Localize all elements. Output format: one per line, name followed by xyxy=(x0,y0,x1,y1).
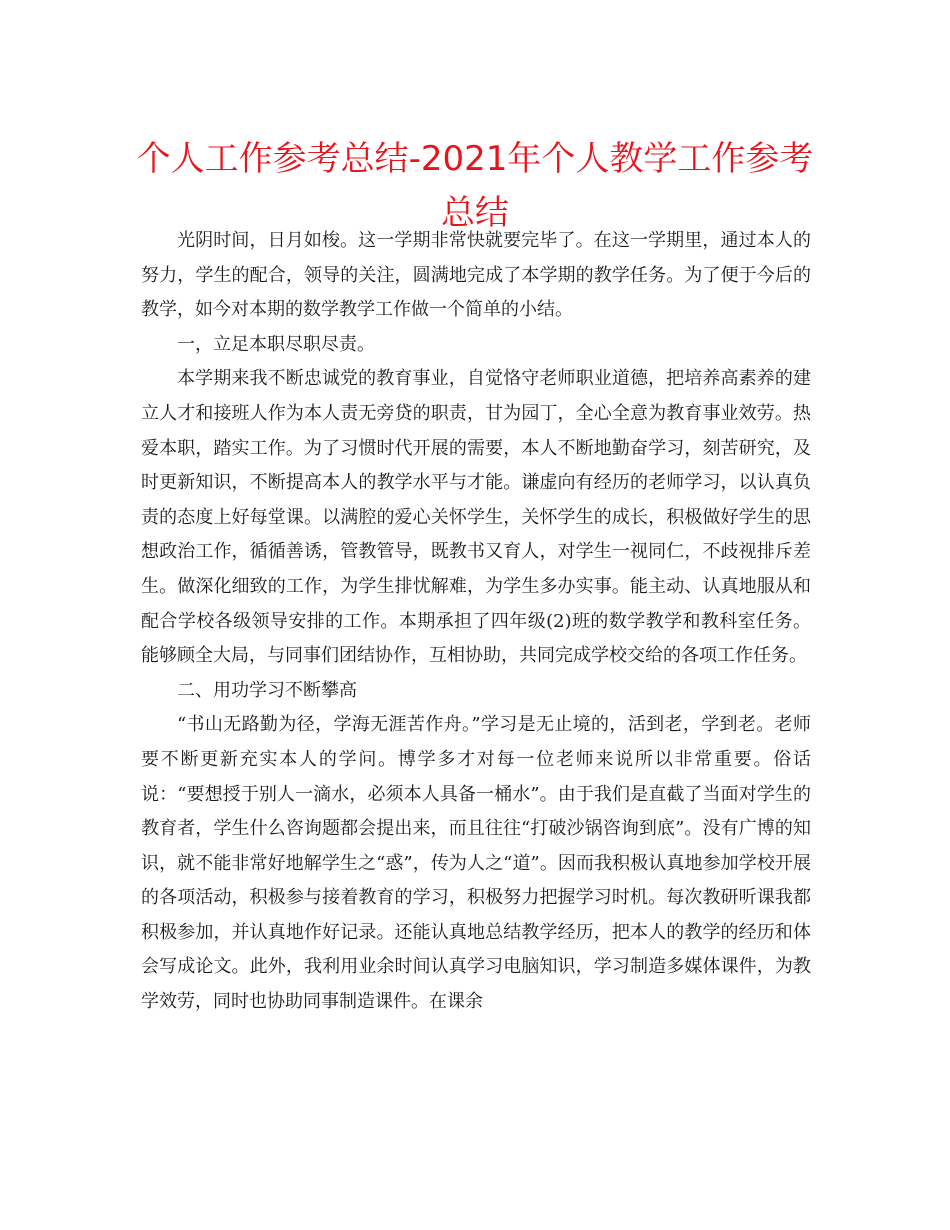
paragraph-section-1: 本学期来我不断忠诚党的教育事业，自觉恪守老师职业道德，把培养高素养的建立人才和接班人作为本人责无旁贷的职责，甘为园丁，全心全意为教育事业效劳。热爱本职，踏实工作。为了习惯时代开展的需要，本人不断地勤奋学习，刻苦研究，及时更新知识，不断提高本人的教学水平与才能。谦虚向有经历的老师学习，以认真负责的态度上好每堂课。以满腔的爱心关怀学生，关怀学生的成长，积极做好学生的思想政治工作，循循善诱，管教管导，既教书又育人，对学生一视同仁，不歧视排斥差生。做深化细致的工作，为学生排忧解难，为学生多办实事。能主动、认真地服从和配合学校各级领导安排的工作。本期承担了四年级(2)班的数学教学和教科室任务。能够顾全大局，与同事们团结协作，互相协助，共同完成学校交给的各项工作任务。 xyxy=(141,368,811,667)
document-body xyxy=(141,224,811,1020)
section-heading-1: 一，立足本职尽职尽责。 xyxy=(177,333,375,355)
paragraph-intro: 光阴时间，日月如梭。这一学期非常快就要完毕了。在这一学期里，通过本人的努力，学生的配合，领导的关注，圆满地完成了本学期的教学任务。为了便于今后的教学，如今对本期的数学教学工作做一个简单的小结。 xyxy=(141,230,811,321)
section-heading-2: 二、用功学习不断攀高 xyxy=(177,679,357,701)
paragraph-section-2: “书山无路勤为径，学海无涯苦作舟。”学习是无止境的，活到老，学到老。老师要不断更新充实本人的学问。博学多才对每一位老师来说所以非常重要。俗话说：“要想授于别人一滴水，必须本人具备一桶水”。由于我们是直截了当面对学生的教育者，学生什么咨询题都会提出来，而且往往“打破沙锅咨询到底”。没有广博的知识，就不能非常好地解学生之“惑”，传为人之“道”。因而我积极认真地参加学校开展的各项活动，积极参与接着教育的学习，积极努力把握学习时机。每次教研听课我都积极参加，并认真地作好记录。还能认真地总结教学经历，把本人的教学的经历和体会写成论文。此外，我利用业余时间认真学习电脑知识，学习制造多媒体课件，为教学效劳，同时也协助同事制造课件。在课余 xyxy=(141,714,811,1013)
document-title: 个人工作参考总结-2021年个人教学工作参考总结 xyxy=(136,139,814,233)
